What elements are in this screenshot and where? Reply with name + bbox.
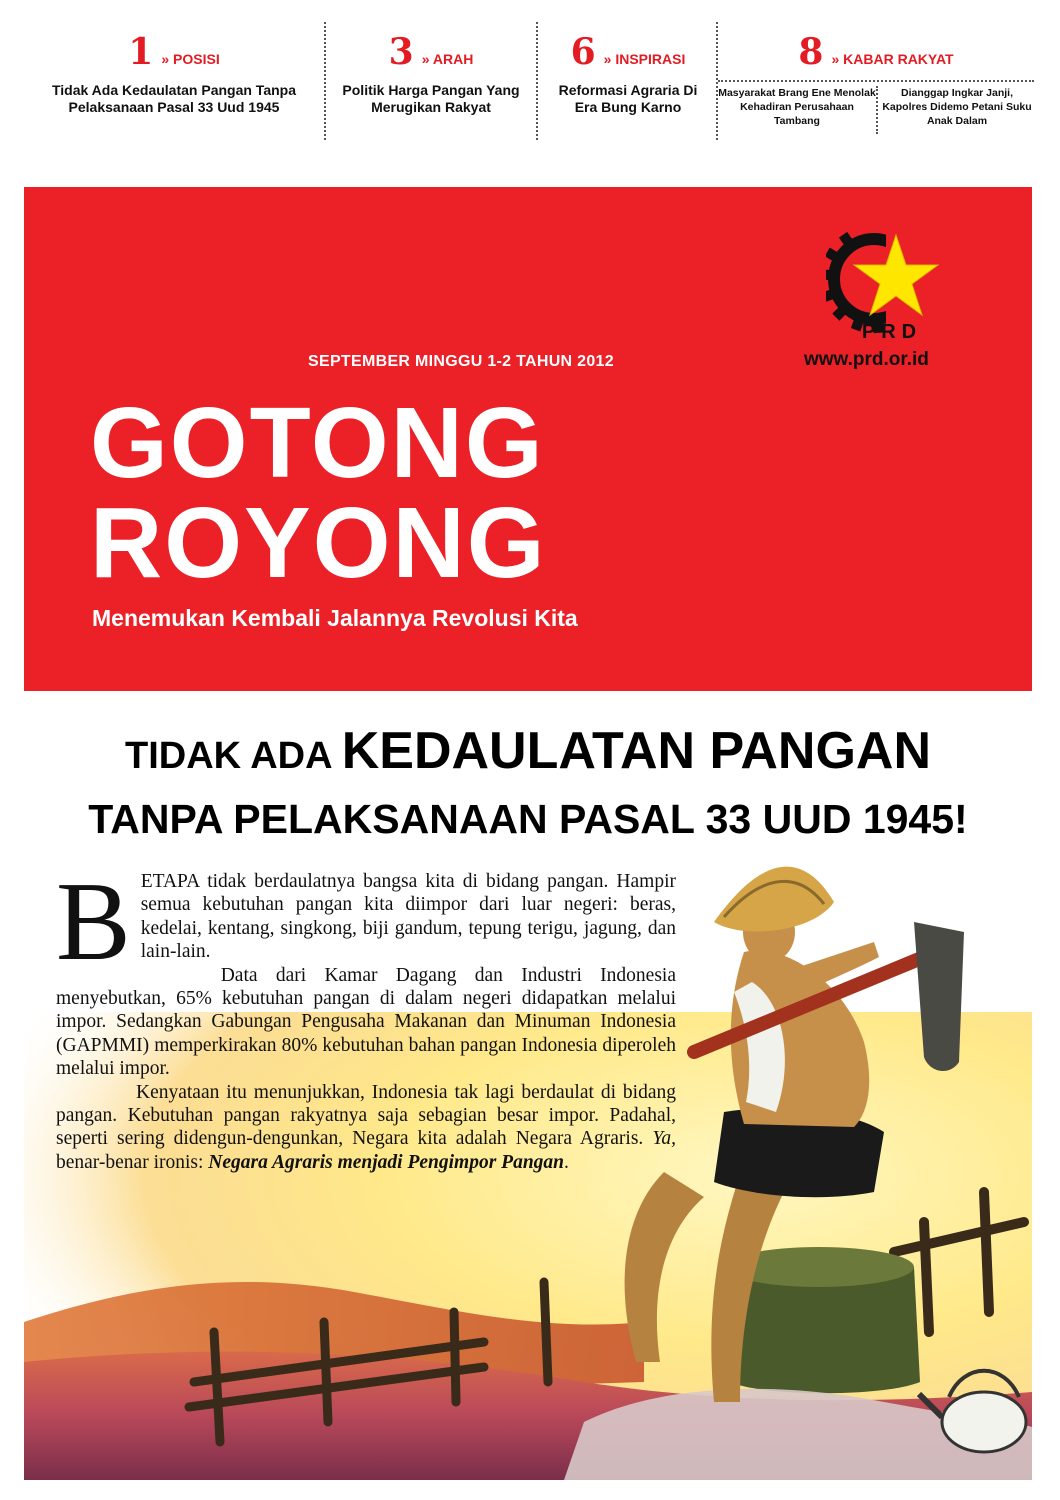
drop-cap: B — [56, 860, 131, 984]
index-item-kabar-rakyat[interactable] — [716, 22, 1034, 140]
index-title: Reformasi Agraria Di Era Bung Karno — [558, 82, 698, 115]
paragraph-text: Kenyataan itu menunjukkan, Indonesia tak lagi berdaulat di bidang pangan. Kebutuhan pangan rakyatnya saja sebagian besar impor. Padahal, seperti sering didengun-dengunkan, Negara kita adalah Negara Agraris. — [56, 1081, 676, 1150]
index-title: Tidak Ada Kedaulatan Pangan Tanpa Pelaksanaan Pasal 33 Uud 1945 — [51, 82, 296, 115]
index-title: Politik Harga Pangan Yang Merugikan Rakyat — [342, 82, 520, 115]
section-label: » ARAH — [421, 51, 474, 67]
article-body — [56, 860, 676, 1174]
prd-gear-star-logo-icon — [826, 227, 944, 335]
index-strip — [24, 22, 1032, 140]
logo-text: PRD — [861, 321, 923, 343]
article-paragraph: ETAPA tidak berdaulatnya bangsa kita di bidang pangan. Hampir semua kebutuhan pangan kita diimpor dari luar negeri: beras, kedelai, kentang, singkong, biji gandum, tepung terigu, jagung, dan lain-lain. — [140, 871, 676, 963]
tagline: Menemukan Kembali Jalannya Revolusi Kita — [92, 605, 578, 631]
edition-date: SEPTEMBER MINGGU 1-2 TAHUN 2012 — [308, 353, 614, 370]
article-paragraph — [56, 1081, 676, 1175]
headline-emphasis: KEDAULATAN PANGAN — [341, 722, 931, 780]
headline-line: TANPA PELAKSANAAN PASAL 33 UUD 1945! — [88, 796, 968, 842]
title-line: ROYONG — [90, 487, 547, 599]
section-label: » INSPIRASI — [603, 51, 686, 67]
page-number: 8 — [798, 31, 824, 73]
article-paragraph: Data dari Kamar Dagang dan Industri Indonesia menyebutkan, 65% kebutuhan pangan di dalam negeri didapatkan melalui impor. Sedangkan Gabungan Pengusaha Makanan dan Minuman Indonesia (GAPMMI) memperkirakan 80% kebutuhan bahan pangan Indonesia diperoleh melalui impor. — [56, 964, 676, 1080]
paragraph-text: benar-benar ironis: — [56, 1151, 209, 1173]
website-link[interactable]: www.prd.or.id — [804, 349, 929, 370]
publication-title — [90, 387, 547, 599]
paragraph-text: . — [564, 1151, 569, 1173]
emphasis-text: Negara Agraris menjadi Pengimpor Pangan — [208, 1151, 565, 1173]
headline-lead: TIDAK ADA — [124, 735, 342, 777]
masthead — [24, 187, 1032, 691]
kabar-story[interactable]: Dianggap Ingkar Janji, Kapolres Didemo Petani Suku Anak Dalam — [876, 86, 1036, 134]
main-headline — [24, 724, 1032, 847]
section-label: » KABAR RAKYAT — [831, 51, 954, 67]
index-item-posisi[interactable] — [24, 22, 324, 140]
kabar-story[interactable]: Masyarakat Brang Ene Menolak Kehadiran Perusahaan Tambang — [718, 87, 876, 127]
page-number: 3 — [388, 31, 414, 73]
section-label: » POSISI — [161, 51, 220, 67]
index-item-inspirasi[interactable] — [536, 22, 718, 140]
italic-text: Ya, — [652, 1128, 676, 1150]
page-number: 6 — [570, 31, 596, 73]
index-item-arah[interactable] — [324, 22, 536, 140]
page-number: 1 — [128, 31, 154, 73]
title-line: GOTONG — [90, 387, 545, 499]
divider — [718, 80, 1034, 82]
